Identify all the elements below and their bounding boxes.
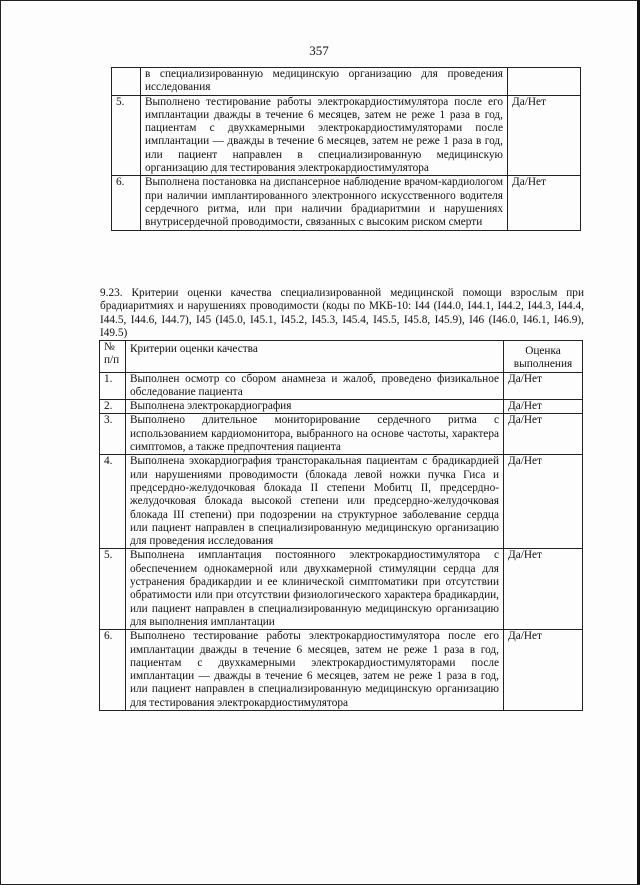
page-number: 357 <box>309 43 329 58</box>
row-number: 2. <box>100 400 126 414</box>
result-cell: Да/Нет <box>508 176 581 230</box>
criteria-text: Выполнена постановка на диспансерное наблюдение врачом-кардиологом при наличии имплантированного электронного искусственного водителя сердечного ритма, или при наличии брадиаритмии и нарушениях внутрисердечной проводимости, связанных с высоким риском смерти <box>141 176 508 230</box>
table-row <box>100 630 583 711</box>
criteria-table <box>99 340 583 711</box>
result-cell: Да/Нет <box>504 549 583 630</box>
row-number: 5. <box>100 549 126 630</box>
criteria-text: Выполнена эхокардиография трансторакальная пациентам с брадикардией или нарушениями проводимости (блокада левой ножки пучка Гиса и предсердно-желудочковая блокада II степени Мобитц II, предсердно-желудочковая блокада высокой степени или предсердно-желудочковая блокада III степени) при подозрении на структурное заболевание сердца или пациент направлен в специализированную медицинскую организацию для проведения исследования <box>126 455 504 549</box>
criteria-text: Выполнена электрокардиография <box>126 400 504 414</box>
table-row <box>100 455 583 549</box>
row-number <box>112 68 141 96</box>
row-number: 5. <box>112 95 141 176</box>
row-number: 1. <box>100 372 126 400</box>
table-row <box>100 400 583 414</box>
table-header-row <box>100 341 583 373</box>
table-row <box>112 68 581 96</box>
table-row <box>112 176 581 230</box>
result-cell: Да/Нет <box>504 455 583 549</box>
result-cell: Да/Нет <box>504 372 583 400</box>
section-heading: 9.23. Критерии оценки качества специализированной медицинской помощи взрослым при брадиаритмиях и нарушениях проводимости (коды по МКБ-10: I44 (I44.0, I44.1, I44.2, I44.3, I44.4, I44.5, I44.6, I44.7), I45 (I45.0, I45.1, I45.2, I45.3, I45.4, I45.5, I45.8, I45.9), I46 (I46.0, I46.1, I46.9), I49.5) <box>100 287 584 339</box>
header-result: Оценка выполнения <box>504 341 583 373</box>
criteria-text: Выполнено тестирование работы электрокардиостимулятора после его имплантации дважды в течение 6 месяцев, затем не реже 1 раза в год, пациентам с двухкамерными электрокардиостимуляторами после имплантации — дважды в течение 6 месяцев, затем не реже 1 раза в год, или пациент направлен в специализированную медицинскую организацию для тестирования электрокардиостимулятора <box>141 95 508 176</box>
result-cell: Да/Нет <box>504 414 583 455</box>
criteria-text: Выполнена имплантация постоянного электрокардиостимулятора с обеспечением однокамерной или двухкамерной стимуляции сердца для устранения брадикардии и ее клинической симптоматики при отсутствии обратимости или при отсутствии физиологического характера брадикардии, или пациент направлен в специализированную медицинскую организацию для выполнения имплантации <box>126 549 504 630</box>
row-number: 4. <box>100 455 126 549</box>
table-row <box>112 95 581 176</box>
criteria-text: Выполнено тестирование работы электрокардиостимулятора после его имплантации дважды в течение 6 месяцев, затем не реже 1 раза в год, пациентам с двухкамерными электрокардиостимуляторами после имплантации — дважды в течение 6 месяцев, затем не реже 1 раза в год, или пациент направлен в специализированную медицинскую организацию для тестирования электрокардиостимулятора <box>126 630 504 711</box>
criteria-text: в специализированную медицинскую организацию для проведения исследования <box>141 68 508 96</box>
table-row <box>100 549 583 630</box>
row-number: 6. <box>112 176 141 230</box>
result-cell: Да/Нет <box>508 95 581 176</box>
result-cell: Да/Нет <box>504 400 583 414</box>
row-number: 3. <box>100 414 126 455</box>
criteria-table-continued <box>111 67 581 231</box>
header-criteria: Критерии оценки качества <box>126 341 504 373</box>
table-row <box>100 414 583 455</box>
criteria-text: Выполнено длительное мониторирование сердечного ритма с использованием кардиомонитора, выбранного на основе частоты, характера симптомов, а также предпочтения пациента <box>126 414 504 455</box>
header-number: № п/п <box>100 341 126 373</box>
criteria-text: Выполнен осмотр со сбором анамнеза и жалоб, проведено физикальное обследование пациента <box>126 372 504 400</box>
result-cell <box>508 68 581 96</box>
result-cell: Да/Нет <box>504 630 583 711</box>
row-number: 6. <box>100 630 126 711</box>
table-row <box>100 372 583 400</box>
